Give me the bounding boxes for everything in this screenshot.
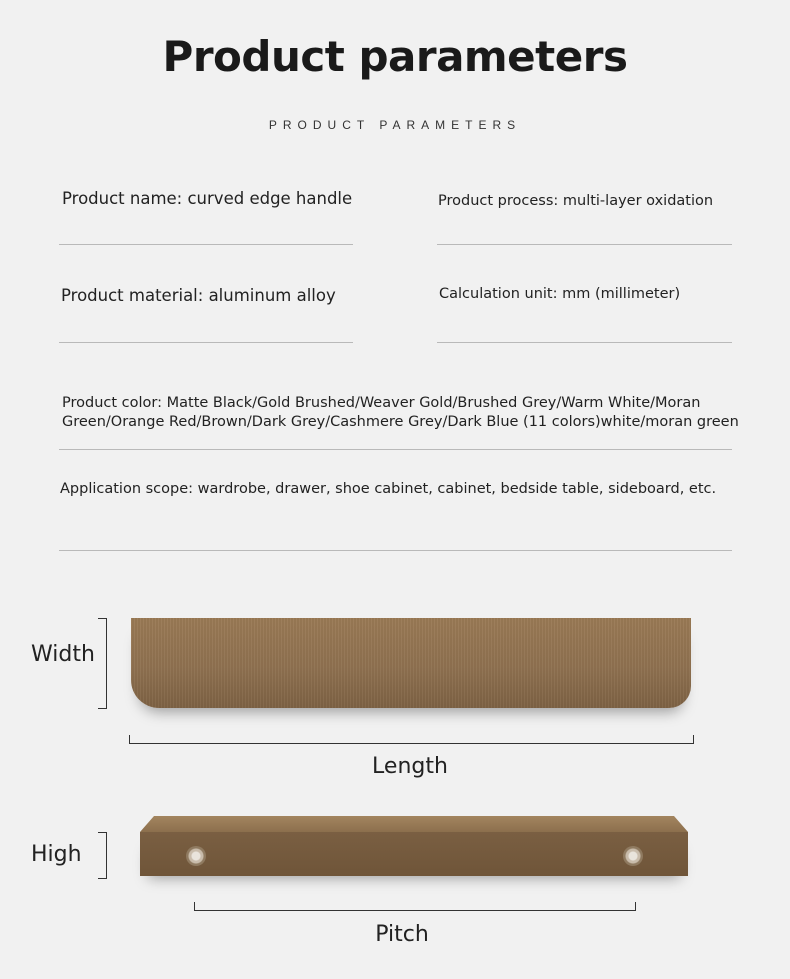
param-product-name: Product name: curved edge handle [62,189,353,208]
page-title: Product parameters [162,32,628,81]
param-product-color-line1: Product color: Matte Black/Gold Brushed/Weaver Gold/Brushed Grey/Warm White/Moran [62,395,701,411]
handle-lip [140,816,688,832]
pitch-bracket [194,902,636,911]
page-subtitle: PRODUCT PARAMETERS [268,118,522,132]
screw-hole-icon [186,846,206,866]
divider [437,244,732,245]
divider [59,550,732,551]
high-bracket [98,832,107,879]
dimension-length-label: Length [372,754,448,779]
handle-face [140,832,688,876]
param-product-color [62,394,762,432]
length-bracket [129,735,694,744]
handle-top-view-image [131,618,691,708]
divider [59,244,353,245]
param-product-process: Product process: multi-layer oxidation [438,193,714,209]
param-calculation-unit: Calculation unit: mm (millimeter) [439,286,681,302]
param-product-material: Product material: aluminum alloy [61,286,336,305]
param-application-scope: Application scope: wardrobe, drawer, shoe cabinet, cabinet, bedside table, sideboard, etc. [60,481,717,497]
screw-hole-icon [623,846,643,866]
width-bracket [98,618,107,709]
dimension-pitch-label: Pitch [375,922,429,947]
divider [59,342,353,343]
dimension-width-label: Width [31,642,95,667]
param-product-color-line2: Green/Orange Red/Brown/Dark Grey/Cashmere Grey/Dark Blue (11 colors)white/moran green [62,414,739,430]
dimension-high-label: High [31,842,82,867]
handle-side-view-image [140,816,688,876]
divider [437,342,732,343]
divider [59,449,732,450]
